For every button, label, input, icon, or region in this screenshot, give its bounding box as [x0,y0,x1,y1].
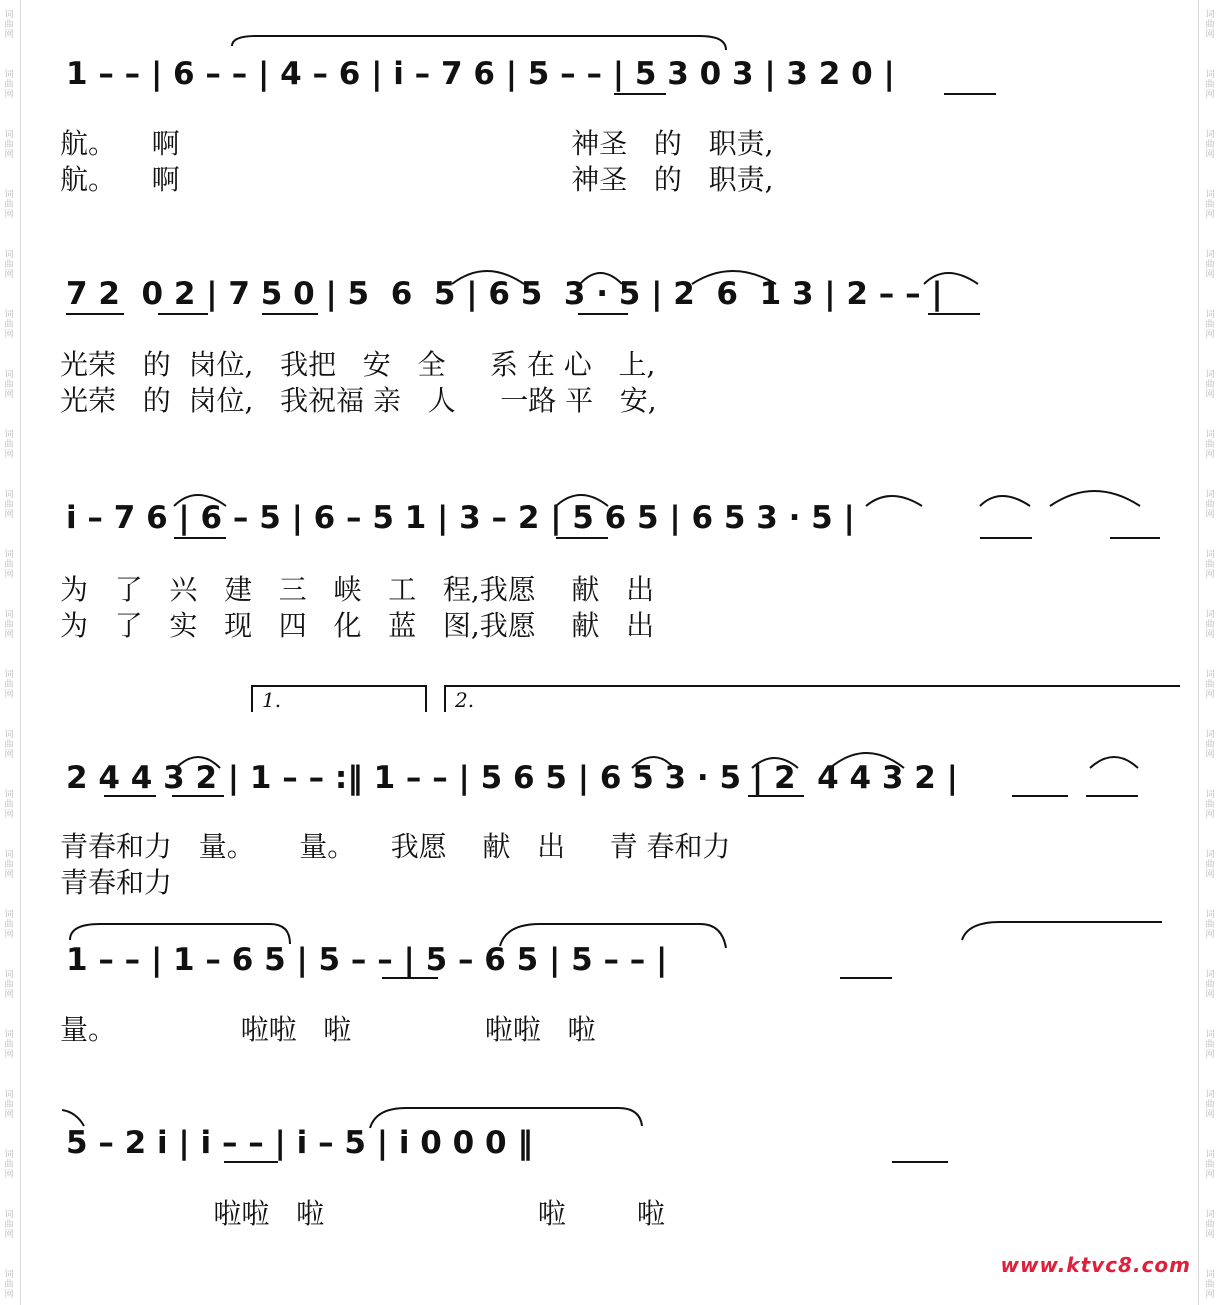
watermark-char: 曲 [1205,440,1215,450]
watermark-char: 曲 [4,620,14,630]
slur-row5-b [500,924,726,948]
notation-row-1: 1 – – | 6 – – | 4 – 6 | i – 7 6 | 5 – – | 5 3 0 3 | 3 2 0 | [66,56,895,92]
watermark-char: 曲 [4,1220,14,1230]
watermark-char: 词 [1205,730,1215,740]
watermark-char: 网 [4,870,14,880]
watermark-char: 曲 [4,1040,14,1050]
slur-row3-d [980,496,1030,506]
watermark-char: 曲 [1205,200,1215,210]
slur-row5-c [962,922,1162,940]
watermark-char: 曲 [1205,140,1215,150]
watermark-char: 词 [4,970,14,980]
watermark-char: 网 [1205,30,1215,40]
watermark-char: 词 [1205,790,1215,800]
watermark-char: 曲 [4,500,14,510]
notation-row-6: 5 – 2 i | i – – | i – 5 | i 0 0 0 ‖ [66,1125,533,1161]
watermark-char: 曲 [1205,260,1215,270]
watermark-char: 曲 [4,380,14,390]
watermark-char: 曲 [1205,1160,1215,1170]
volta-1-label: 1. [262,688,282,712]
slur-row2-b [580,273,622,284]
site-logo: www.ktvc8.com [1000,1253,1191,1277]
watermark-char: 曲 [1205,1220,1215,1230]
watermark-char: 网 [4,990,14,1000]
lyric-row-4-verse-1: 青春和力 量。 量。 我愿 献 出 青 春和力 [60,830,731,863]
watermark-char: 曲 [4,200,14,210]
watermark-char: 词 [1205,910,1215,920]
watermark-char: 词 [1205,550,1215,560]
watermark-char: 词 [1205,610,1215,620]
watermark-char: 词 [4,850,14,860]
slur-row2-c [692,271,776,284]
watermark-char: 词 [1205,1150,1215,1160]
slur-row1 [232,36,726,50]
watermark-char: 曲 [1205,860,1215,870]
notation-row-4: 2 4 4 3 2 | 1 – – :‖ 1 – – | 5 6 5 | 6 5 3 · 5 | 2 4 4 3 2 | [66,760,958,796]
watermark-char: 词 [1205,130,1215,140]
watermark-char: 曲 [1205,500,1215,510]
watermark-char: 词 [4,1270,14,1280]
slur-row3-c [866,496,922,506]
watermark-char: 网 [4,510,14,520]
watermark-char: 词 [1205,490,1215,500]
watermark-char: 网 [1205,330,1215,340]
watermark-char: 网 [4,390,14,400]
watermark-char: 曲 [1205,980,1215,990]
watermark-char: 网 [1205,630,1215,640]
watermark-char: 词 [1205,670,1215,680]
slur-row4-a [176,757,220,768]
notation-row-2: 7 2 0 2 | 7 5 0 | 5 6 5 | 6 5 3 · 5 | 2 6 1 3 | 2 – – | [66,276,943,312]
notation-row-5: 1 – – | 1 – 6 5 | 5 – – | 5 – 6 5 | 5 – – | [66,942,668,978]
watermark-char: 曲 [4,740,14,750]
watermark-char: 网 [1205,870,1215,880]
watermark-char: 词 [1205,190,1215,200]
watermark-char: 网 [4,30,14,40]
watermark-char: 词 [4,370,14,380]
watermark-char: 曲 [4,560,14,570]
watermark-char: 词 [1205,850,1215,860]
watermark-char: 网 [1205,930,1215,940]
watermark-char: 词 [4,550,14,560]
watermark-char: 词 [1205,1030,1215,1040]
lyric-row-5: 量。 啦啦 啦 啦啦 啦 [60,1013,596,1046]
watermark-char: 曲 [1205,740,1215,750]
watermark-char: 网 [1205,990,1215,1000]
watermark-char: 词 [4,430,14,440]
watermark-char: 曲 [4,320,14,330]
watermark-char: 网 [4,1290,14,1300]
watermark-char: 曲 [4,80,14,90]
watermark-char: 曲 [4,980,14,990]
slur-row3-a [174,495,226,506]
watermark-char: 曲 [1205,1280,1215,1290]
slur-row4-e [1090,757,1138,768]
lyric-row-6: 啦啦 啦 啦 啦 [160,1197,665,1230]
slur-row2-a [452,271,524,284]
watermark-char: 网 [4,630,14,640]
slur-row4-b [632,757,674,768]
watermark-char: 词 [1205,1090,1215,1100]
watermark-char: 曲 [4,140,14,150]
watermark-char: 曲 [1205,380,1215,390]
lyric-row-3-verse-1: 为 了 兴 建 三 峡 工 程,我愿 献 出 [60,573,655,606]
watermark-char: 词 [4,190,14,200]
watermark-char: 词 [4,310,14,320]
watermark-char: 词 [1205,250,1215,260]
slur-row4-c [752,758,798,768]
lyric-row-1-verse-2: 航。 啊 神圣 的 职责, [60,163,774,196]
watermark-char: 网 [1205,1230,1215,1240]
watermark-char: 词 [4,1090,14,1100]
notation-row-3: i – 7 6 | 6 – 5 | 6 – 5 1 | 3 – 2 | 5 6 5 | 6 5 3 · 5 | [66,500,855,536]
watermark-char: 曲 [1205,560,1215,570]
watermark-char: 词 [1205,1270,1215,1280]
watermark-char: 词 [1205,370,1215,380]
watermark-char: 网 [4,150,14,160]
watermark-char: 网 [1205,1110,1215,1120]
watermark-char: 词 [1205,310,1215,320]
watermark-char: 曲 [4,1280,14,1290]
watermark-char: 网 [1205,390,1215,400]
watermark-char: 网 [4,270,14,280]
watermark-char: 网 [4,1170,14,1180]
watermark-char: 网 [4,690,14,700]
watermark-char: 词 [1205,430,1215,440]
watermark-char: 曲 [4,260,14,270]
watermark-char: 词 [1205,970,1215,980]
watermark-char: 词 [1205,1210,1215,1220]
watermark-char: 网 [4,330,14,340]
watermark-char: 词 [4,1150,14,1160]
watermark-char: 词 [4,10,14,20]
slur-row2-d [924,273,978,284]
watermark-char: 词 [4,670,14,680]
lyric-row-4-verse-2: 青春和力 [60,866,173,899]
slur-row3-e [1050,491,1140,506]
watermark-char: 曲 [1205,20,1215,30]
slur-row3-b [556,495,608,506]
watermark-char: 网 [1205,810,1215,820]
watermark-char: 词 [4,70,14,80]
watermark-char: 网 [4,450,14,460]
watermark-char: 网 [4,1230,14,1240]
slur-row4-d [830,753,904,768]
watermark-char: 词 [4,1030,14,1040]
watermark-char: 网 [4,1050,14,1060]
watermark-char: 词 [4,610,14,620]
watermark-char: 网 [1205,570,1215,580]
volta-2-label: 2. [455,688,475,712]
watermark-char: 网 [1205,690,1215,700]
watermark-char: 词 [4,790,14,800]
watermark-char: 曲 [1205,800,1215,810]
lyric-row-3-verse-2: 为 了 实 现 四 化 蓝 图,我愿 献 出 [60,609,655,642]
volta-1-bracket [252,686,426,712]
watermark-char: 曲 [1205,920,1215,930]
watermark-char: 曲 [1205,320,1215,330]
slur-row6-a [370,1108,642,1128]
watermark-char: 词 [4,250,14,260]
watermark-char: 网 [1205,1170,1215,1180]
lyric-row-2-verse-2: 光荣 的 岗位, 我祝福 亲 人 一路 平 安, [60,384,657,417]
watermark-char: 网 [1205,270,1215,280]
watermark-char: 网 [1205,90,1215,100]
watermark-char: 网 [4,930,14,940]
watermark-char: 词 [4,730,14,740]
volta-2-bracket [445,686,1180,712]
watermark-char: 网 [4,90,14,100]
watermark-char: 网 [1205,1290,1215,1300]
slur-row5-a [70,924,290,944]
watermark-char: 词 [1205,70,1215,80]
watermark-char: 网 [1205,450,1215,460]
watermark-char: 曲 [4,680,14,690]
watermark-char: 曲 [4,20,14,30]
watermark-char: 网 [4,570,14,580]
lyric-row-2-verse-1: 光荣 的 岗位, 我把 安 全 系 在 心 上, [60,348,656,381]
watermark-char: 曲 [1205,620,1215,630]
watermark-char: 网 [4,1110,14,1120]
watermark-char: 词 [4,910,14,920]
watermark-char: 网 [1205,150,1215,160]
watermark-char: 曲 [4,440,14,450]
watermark-char: 曲 [1205,680,1215,690]
watermark-char: 词 [4,130,14,140]
watermark-char: 曲 [4,800,14,810]
watermark-char: 曲 [4,1160,14,1170]
watermark-char: 曲 [4,1100,14,1110]
slur-row6-start [62,1110,84,1126]
watermark-char: 曲 [4,860,14,870]
lyric-row-1-verse-1: 航。 啊 神圣 的 职责, [60,127,774,160]
watermark-char: 曲 [1205,80,1215,90]
watermark-char: 曲 [1205,1040,1215,1050]
watermark-char: 网 [1205,750,1215,760]
watermark-char: 词 [4,1210,14,1220]
watermark-char: 网 [1205,1050,1215,1060]
watermark-char: 网 [1205,510,1215,520]
watermark-char: 网 [4,750,14,760]
watermark-char: 词 [1205,10,1215,20]
watermark-char: 网 [4,810,14,820]
watermark-char: 网 [4,210,14,220]
watermark-char: 曲 [4,920,14,930]
watermark-char: 词 [4,490,14,500]
watermark-char: 曲 [1205,1100,1215,1110]
watermark-char: 网 [1205,210,1215,220]
